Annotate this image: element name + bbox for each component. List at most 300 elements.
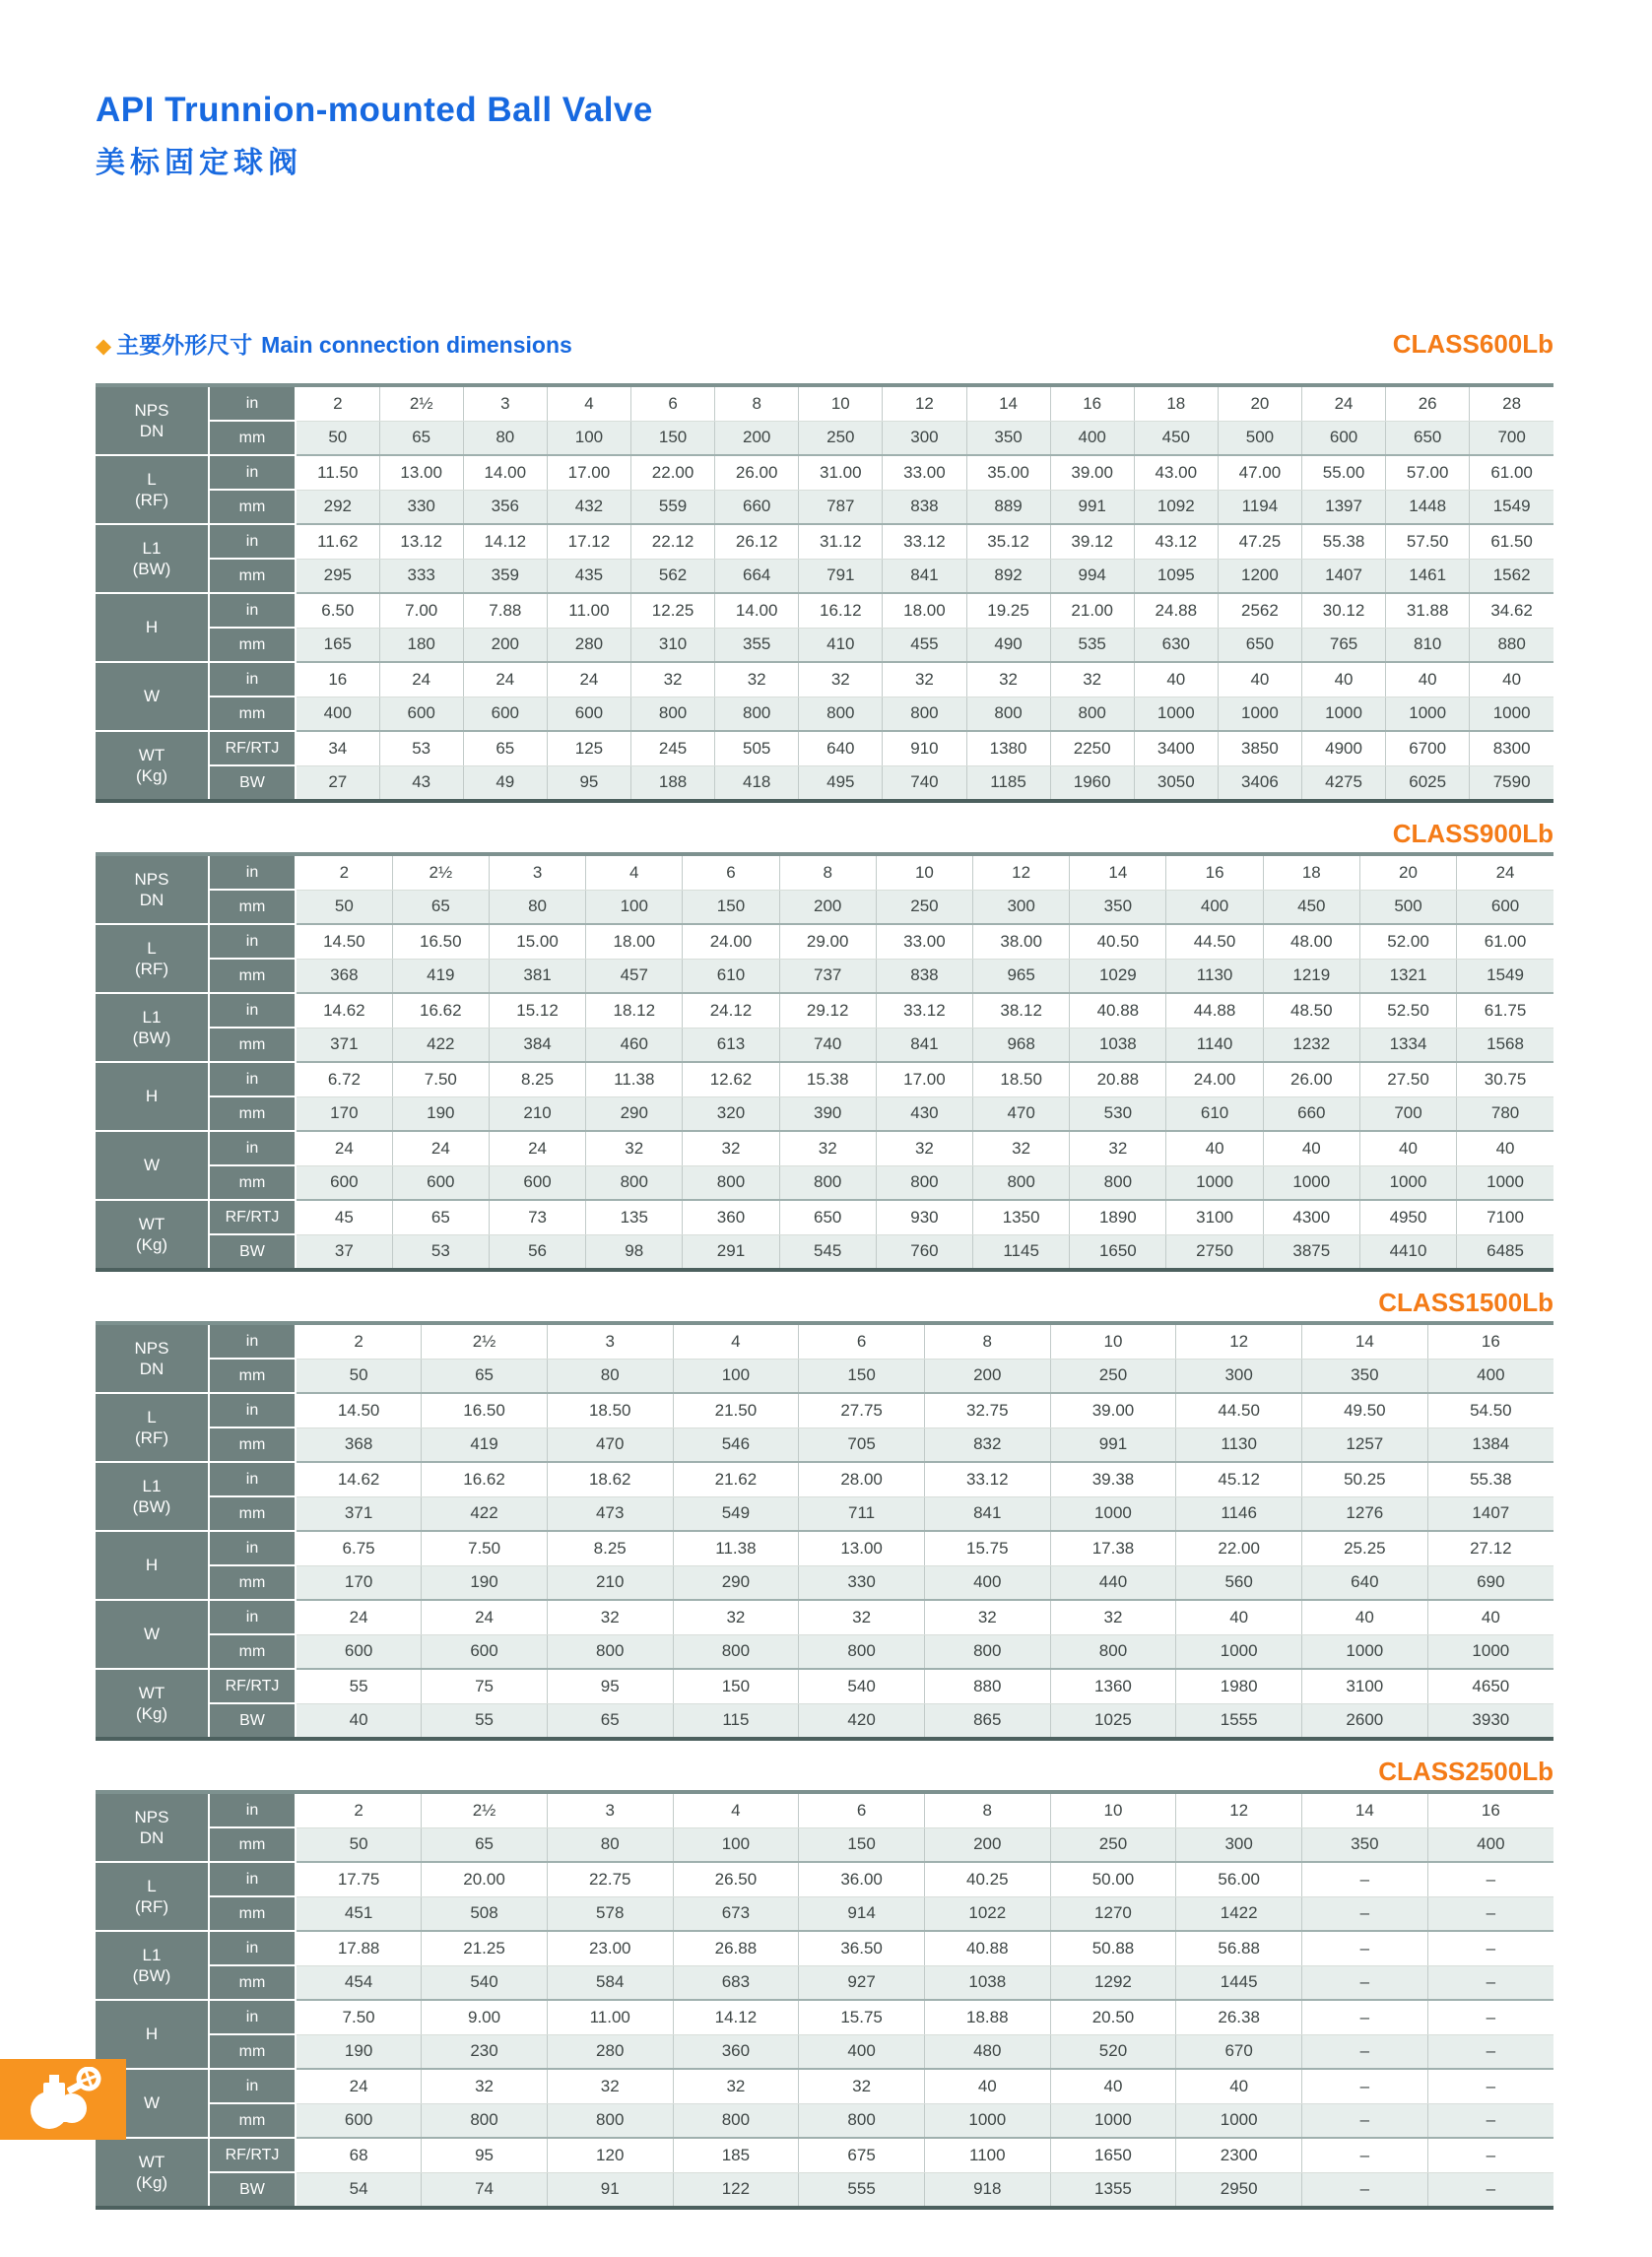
value-cell: 95 [547, 1669, 673, 1703]
value-cell: 24 [379, 662, 463, 697]
dimension-table-block [96, 1757, 1553, 2210]
value-cell: 1292 [1050, 1965, 1176, 2000]
value-cell: 190 [296, 2034, 422, 2069]
value-cell: 356 [463, 490, 547, 524]
value-cell: 6 [631, 385, 715, 421]
value-cell: 800 [1050, 697, 1134, 731]
value-cell: 53 [392, 1234, 489, 1270]
value-cell: 165 [296, 628, 379, 662]
value-cell: 3 [463, 385, 547, 421]
value-cell: 61.75 [1457, 993, 1553, 1028]
diamond-icon: ◆ [96, 335, 112, 358]
value-cell: 33.12 [883, 524, 966, 559]
value-cell: 470 [547, 1427, 673, 1462]
value-cell: 28 [1470, 385, 1553, 421]
value-cell: 48.00 [1263, 924, 1359, 959]
value-cell: 432 [547, 490, 630, 524]
value-cell: 40 [1050, 2069, 1176, 2103]
value-cell: 6485 [1457, 1234, 1553, 1270]
value-cell: 100 [547, 421, 630, 455]
value-cell: 200 [924, 1359, 1050, 1393]
value-cell: 451 [296, 1896, 422, 1931]
value-cell: 470 [973, 1096, 1070, 1131]
row-label: H [96, 1531, 209, 1600]
value-cell: 3930 [1427, 1703, 1553, 1739]
value-cell: 24 [392, 1131, 489, 1165]
value-cell: 32 [973, 1131, 1070, 1165]
value-cell: – [1427, 1965, 1553, 2000]
value-cell: 737 [779, 959, 876, 993]
value-cell: 22.12 [631, 524, 715, 559]
value-cell: 20 [1218, 385, 1301, 421]
value-cell: 1270 [1050, 1896, 1176, 1931]
unit-label: in [209, 854, 296, 890]
value-cell: 600 [296, 1165, 392, 1200]
value-cell: 56 [489, 1234, 585, 1270]
value-cell: 650 [779, 1200, 876, 1234]
unit-label: RF/RTJ [209, 1200, 296, 1234]
value-cell: 50 [296, 421, 379, 455]
value-cell: 371 [296, 1496, 422, 1531]
unit-label: mm [209, 1359, 296, 1393]
value-cell: 675 [799, 2138, 925, 2172]
value-cell: 4 [586, 854, 683, 890]
value-cell: 660 [1263, 1096, 1359, 1131]
value-cell: 11.62 [296, 524, 379, 559]
value-cell: 1384 [1427, 1427, 1553, 1462]
value-cell: 57.00 [1386, 455, 1470, 490]
value-cell: 24.12 [683, 993, 779, 1028]
row-label: W [96, 1131, 209, 1200]
value-cell: 1555 [1176, 1703, 1302, 1739]
value-cell: 4950 [1359, 1200, 1456, 1234]
value-cell: 1397 [1302, 490, 1386, 524]
value-cell: – [1427, 2000, 1553, 2034]
value-cell: 40 [1457, 1131, 1553, 1165]
value-cell: 800 [966, 697, 1050, 731]
value-cell: 32.75 [924, 1393, 1050, 1427]
value-cell: 8 [924, 1792, 1050, 1827]
value-cell: 21.25 [422, 1931, 548, 1965]
value-cell: 20 [1359, 854, 1456, 890]
value-cell: – [1302, 2103, 1428, 2138]
value-cell: 991 [1050, 490, 1134, 524]
value-cell: 12 [973, 854, 1070, 890]
row-label: WT (Kg) [96, 1669, 209, 1739]
value-cell: 540 [799, 1669, 925, 1703]
value-cell: 2½ [422, 1323, 548, 1359]
value-cell: 16.50 [392, 924, 489, 959]
unit-label: in [209, 662, 296, 697]
value-cell: 800 [673, 1634, 799, 1669]
value-cell: 31.00 [799, 455, 883, 490]
value-cell: 838 [876, 959, 972, 993]
value-cell: 2 [296, 1792, 422, 1827]
value-cell: 50.00 [1050, 1862, 1176, 1896]
value-cell: 7.50 [422, 1531, 548, 1565]
unit-label: in [209, 1862, 296, 1896]
value-cell: 40 [1302, 662, 1386, 697]
value-cell: 350 [1070, 890, 1166, 924]
value-cell: 188 [631, 765, 715, 801]
value-cell: 61.00 [1457, 924, 1553, 959]
value-cell: 24 [1457, 854, 1553, 890]
value-cell: 50 [296, 1359, 422, 1393]
value-cell: 549 [673, 1496, 799, 1531]
value-cell: 40 [924, 2069, 1050, 2103]
value-cell: 17.38 [1050, 1531, 1176, 1565]
value-cell: 40 [1263, 1131, 1359, 1165]
value-cell: 190 [422, 1565, 548, 1600]
value-cell: 500 [1359, 890, 1456, 924]
value-cell: 3 [547, 1323, 673, 1359]
value-cell: 20.00 [422, 1862, 548, 1896]
value-cell: 6025 [1386, 765, 1470, 801]
value-cell: 350 [966, 421, 1050, 455]
value-cell: 18.00 [883, 593, 966, 628]
row-label: H [96, 2000, 209, 2069]
value-cell: 150 [631, 421, 715, 455]
unit-label: mm [209, 559, 296, 593]
value-cell: 250 [799, 421, 883, 455]
value-cell: – [1302, 1896, 1428, 1931]
value-cell: 1407 [1427, 1496, 1553, 1531]
value-cell: 8 [715, 385, 799, 421]
value-cell: 290 [586, 1096, 683, 1131]
value-cell: 16.62 [422, 1462, 548, 1496]
value-cell: 368 [296, 959, 392, 993]
unit-label: RF/RTJ [209, 1669, 296, 1703]
value-cell: 16.50 [422, 1393, 548, 1427]
value-cell: 841 [876, 1028, 972, 1062]
value-cell: 32 [673, 1600, 799, 1634]
value-cell: 3100 [1302, 1669, 1428, 1703]
value-cell: 200 [715, 421, 799, 455]
value-cell: 39.38 [1050, 1462, 1176, 1496]
value-cell: 16 [1050, 385, 1134, 421]
value-cell: 600 [296, 2103, 422, 2138]
value-cell: – [1302, 1931, 1428, 1965]
value-cell: 17.00 [547, 455, 630, 490]
value-cell: 780 [1457, 1096, 1553, 1131]
value-cell: 2 [296, 385, 379, 421]
value-cell: 530 [1070, 1096, 1166, 1131]
value-cell: 546 [673, 1427, 799, 1462]
value-cell: 600 [392, 1165, 489, 1200]
value-cell: 15.75 [924, 1531, 1050, 1565]
value-cell: 1000 [1470, 697, 1553, 731]
value-cell: 10 [1050, 1792, 1176, 1827]
value-cell: 43.00 [1134, 455, 1218, 490]
value-cell: 54.50 [1427, 1393, 1553, 1427]
value-cell: 40.25 [924, 1862, 1050, 1896]
value-cell: 562 [631, 559, 715, 593]
value-cell: 11.38 [586, 1062, 683, 1096]
value-cell: 1650 [1070, 1234, 1166, 1270]
value-cell: 400 [296, 697, 379, 731]
unit-label: in [209, 2000, 296, 2034]
value-cell: 455 [883, 628, 966, 662]
row-label: L (RF) [96, 1393, 209, 1462]
value-cell: 1185 [966, 765, 1050, 801]
value-cell: 664 [715, 559, 799, 593]
dimension-table-block [96, 383, 1553, 803]
value-cell: 26.00 [1263, 1062, 1359, 1096]
value-cell: 1029 [1070, 959, 1166, 993]
unit-label: mm [209, 1634, 296, 1669]
dimension-table-block [96, 819, 1553, 1272]
value-cell: 460 [586, 1028, 683, 1062]
value-cell: 190 [392, 1096, 489, 1131]
row-label: H [96, 593, 209, 662]
value-cell: 12 [883, 385, 966, 421]
value-cell: 1568 [1457, 1028, 1553, 1062]
value-cell: 700 [1470, 421, 1553, 455]
value-cell: 422 [392, 1028, 489, 1062]
value-cell: 650 [1218, 628, 1301, 662]
value-cell: 600 [296, 1634, 422, 1669]
value-cell: 44.88 [1166, 993, 1263, 1028]
value-cell: 11.38 [673, 1531, 799, 1565]
value-cell: 435 [547, 559, 630, 593]
class-label: CLASS900Lb [1392, 819, 1553, 848]
value-cell: 33.12 [924, 1462, 1050, 1496]
value-cell: 26.00 [715, 455, 799, 490]
value-cell: 400 [1427, 1359, 1553, 1393]
value-cell: 1022 [924, 1896, 1050, 1931]
unit-label: in [209, 1792, 296, 1827]
value-cell: 32 [673, 2069, 799, 2103]
value-cell: 1960 [1050, 765, 1134, 801]
value-cell: 50 [296, 1827, 422, 1862]
unit-label: in [209, 1931, 296, 1965]
value-cell: 600 [489, 1165, 585, 1200]
value-cell: 37 [296, 1234, 392, 1270]
value-cell: 918 [924, 2172, 1050, 2208]
value-cell: 800 [683, 1165, 779, 1200]
unit-label: RF/RTJ [209, 2138, 296, 2172]
value-cell: 4 [547, 385, 630, 421]
value-cell: 3 [547, 1792, 673, 1827]
value-cell: 880 [1470, 628, 1553, 662]
unit-label: mm [209, 1827, 296, 1862]
value-cell: 480 [924, 2034, 1050, 2069]
value-cell: 80 [463, 421, 547, 455]
row-label: H [96, 1062, 209, 1131]
unit-label: mm [209, 2103, 296, 2138]
value-cell: 1000 [1050, 1496, 1176, 1531]
value-cell: 473 [547, 1496, 673, 1531]
value-cell: 832 [924, 1427, 1050, 1462]
value-cell: 650 [1386, 421, 1470, 455]
value-cell: 295 [296, 559, 379, 593]
value-cell: 1038 [924, 1965, 1050, 2000]
value-cell: 39.12 [1050, 524, 1134, 559]
value-cell: 320 [683, 1096, 779, 1131]
value-cell: 170 [296, 1565, 422, 1600]
value-cell: 180 [379, 628, 463, 662]
value-cell: 1000 [1134, 697, 1218, 731]
value-cell: 4 [673, 1323, 799, 1359]
row-label: L1 (BW) [96, 993, 209, 1062]
value-cell: 18.00 [586, 924, 683, 959]
row-label: NPS DN [96, 385, 209, 455]
value-cell: 600 [463, 697, 547, 731]
value-cell: 55 [296, 1669, 422, 1703]
value-cell: 16 [1427, 1323, 1553, 1359]
value-cell: 12.25 [631, 593, 715, 628]
value-cell: 13.12 [379, 524, 463, 559]
value-cell: 40 [1134, 662, 1218, 697]
value-cell: 21.00 [1050, 593, 1134, 628]
value-cell: 200 [463, 628, 547, 662]
value-cell: 23.00 [547, 1931, 673, 1965]
value-cell: 4650 [1427, 1669, 1553, 1703]
value-cell: – [1302, 2172, 1428, 2208]
value-cell: 400 [1050, 421, 1134, 455]
value-cell: 44.50 [1166, 924, 1263, 959]
value-cell: 9.00 [422, 2000, 548, 2034]
value-cell: 800 [673, 2103, 799, 2138]
value-cell: 14.12 [673, 2000, 799, 2034]
row-label: NPS DN [96, 1792, 209, 1862]
section-heading [96, 327, 572, 360]
value-cell: 11.00 [547, 593, 630, 628]
value-cell: 150 [683, 890, 779, 924]
value-cell: 250 [1050, 1827, 1176, 1862]
value-cell: 33.12 [876, 993, 972, 1028]
ball-valve-icon [12, 2067, 114, 2132]
value-cell: 8 [924, 1323, 1050, 1359]
value-cell: 7.50 [296, 2000, 422, 2034]
value-cell: 40.88 [1070, 993, 1166, 1028]
value-cell: 39.00 [1050, 1393, 1176, 1427]
value-cell: 55 [422, 1703, 548, 1739]
value-cell: 91 [547, 2172, 673, 2208]
value-cell: 6.72 [296, 1062, 392, 1096]
value-cell: 3100 [1166, 1200, 1263, 1234]
value-cell: 454 [296, 1965, 422, 2000]
value-cell: 1257 [1302, 1427, 1428, 1462]
unit-label: BW [209, 2172, 296, 2208]
value-cell: 24 [1302, 385, 1386, 421]
value-cell: 17.75 [296, 1862, 422, 1896]
value-cell: 39.00 [1050, 455, 1134, 490]
value-cell: 2562 [1218, 593, 1301, 628]
value-cell: 31.88 [1386, 593, 1470, 628]
value-cell: 1194 [1218, 490, 1301, 524]
section-title-zh: 主要外形尺寸 [116, 332, 253, 358]
value-cell: 2950 [1176, 2172, 1302, 2208]
value-cell: 4 [673, 1792, 799, 1827]
class-label: CLASS600Lb [1392, 329, 1553, 359]
value-cell: – [1302, 2000, 1428, 2034]
value-cell: 18.62 [547, 1462, 673, 1496]
value-cell: 292 [296, 490, 379, 524]
value-cell: 384 [489, 1028, 585, 1062]
value-cell: 16.62 [392, 993, 489, 1028]
value-cell: 2½ [392, 854, 489, 890]
value-cell: 800 [547, 2103, 673, 2138]
row-label: L (RF) [96, 455, 209, 524]
value-cell: 400 [1166, 890, 1263, 924]
unit-label: RF/RTJ [209, 731, 296, 765]
value-cell: 418 [715, 765, 799, 801]
value-cell: 1025 [1050, 1703, 1176, 1739]
value-cell: – [1427, 2172, 1553, 2208]
row-label: W [96, 1600, 209, 1669]
value-cell: 40 [1427, 1600, 1553, 1634]
value-cell: 14.12 [463, 524, 547, 559]
value-cell: 32 [799, 662, 883, 697]
unit-label: mm [209, 1028, 296, 1062]
value-cell: 600 [1457, 890, 1553, 924]
value-cell: 61.50 [1470, 524, 1553, 559]
value-cell: 32 [966, 662, 1050, 697]
value-cell: 410 [799, 628, 883, 662]
value-cell: 430 [876, 1096, 972, 1131]
value-cell: – [1427, 1862, 1553, 1896]
value-cell: 1407 [1302, 559, 1386, 593]
value-cell: 290 [673, 1565, 799, 1600]
value-cell: 54 [296, 2172, 422, 2208]
value-cell: 690 [1427, 1565, 1553, 1600]
value-cell: 32 [1050, 1600, 1176, 1634]
value-cell: 535 [1050, 628, 1134, 662]
value-cell: 75 [422, 1669, 548, 1703]
value-cell: 32 [779, 1131, 876, 1165]
value-cell: 50.88 [1050, 1931, 1176, 1965]
value-cell: 61.00 [1470, 455, 1553, 490]
value-cell: 122 [673, 2172, 799, 2208]
value-cell: 1000 [1050, 2103, 1176, 2138]
value-cell: 6.50 [296, 593, 379, 628]
value-cell: 291 [683, 1234, 779, 1270]
value-cell: 800 [715, 697, 799, 731]
value-cell: – [1427, 2034, 1553, 2069]
value-cell: 20.50 [1050, 2000, 1176, 2034]
value-cell: 26.88 [673, 1931, 799, 1965]
value-cell: 40 [1386, 662, 1470, 697]
value-cell: 150 [673, 1669, 799, 1703]
value-cell: 1145 [973, 1234, 1070, 1270]
value-cell: 32 [799, 1600, 925, 1634]
value-cell: 3875 [1263, 1234, 1359, 1270]
value-cell: 600 [422, 1634, 548, 1669]
dimension-table [96, 1321, 1553, 1741]
value-cell: 1038 [1070, 1028, 1166, 1062]
value-cell: 14 [966, 385, 1050, 421]
value-cell: – [1302, 1862, 1428, 1896]
value-cell: – [1302, 1965, 1428, 2000]
unit-label: in [209, 524, 296, 559]
value-cell: 15.75 [799, 2000, 925, 2034]
value-cell: 53 [379, 731, 463, 765]
value-cell: 95 [547, 765, 630, 801]
value-cell: 640 [1302, 1565, 1428, 1600]
value-cell: 889 [966, 490, 1050, 524]
value-cell: 740 [883, 765, 966, 801]
value-cell: 36.50 [799, 1931, 925, 1965]
value-cell: 68 [296, 2138, 422, 2172]
value-cell: 1980 [1176, 1669, 1302, 1703]
value-cell: 40 [1302, 1600, 1428, 1634]
value-cell: 10 [799, 385, 883, 421]
value-cell: 1000 [1302, 1634, 1428, 1669]
value-cell: 27 [296, 765, 379, 801]
value-cell: 34 [296, 731, 379, 765]
value-cell: 28.00 [799, 1462, 925, 1496]
